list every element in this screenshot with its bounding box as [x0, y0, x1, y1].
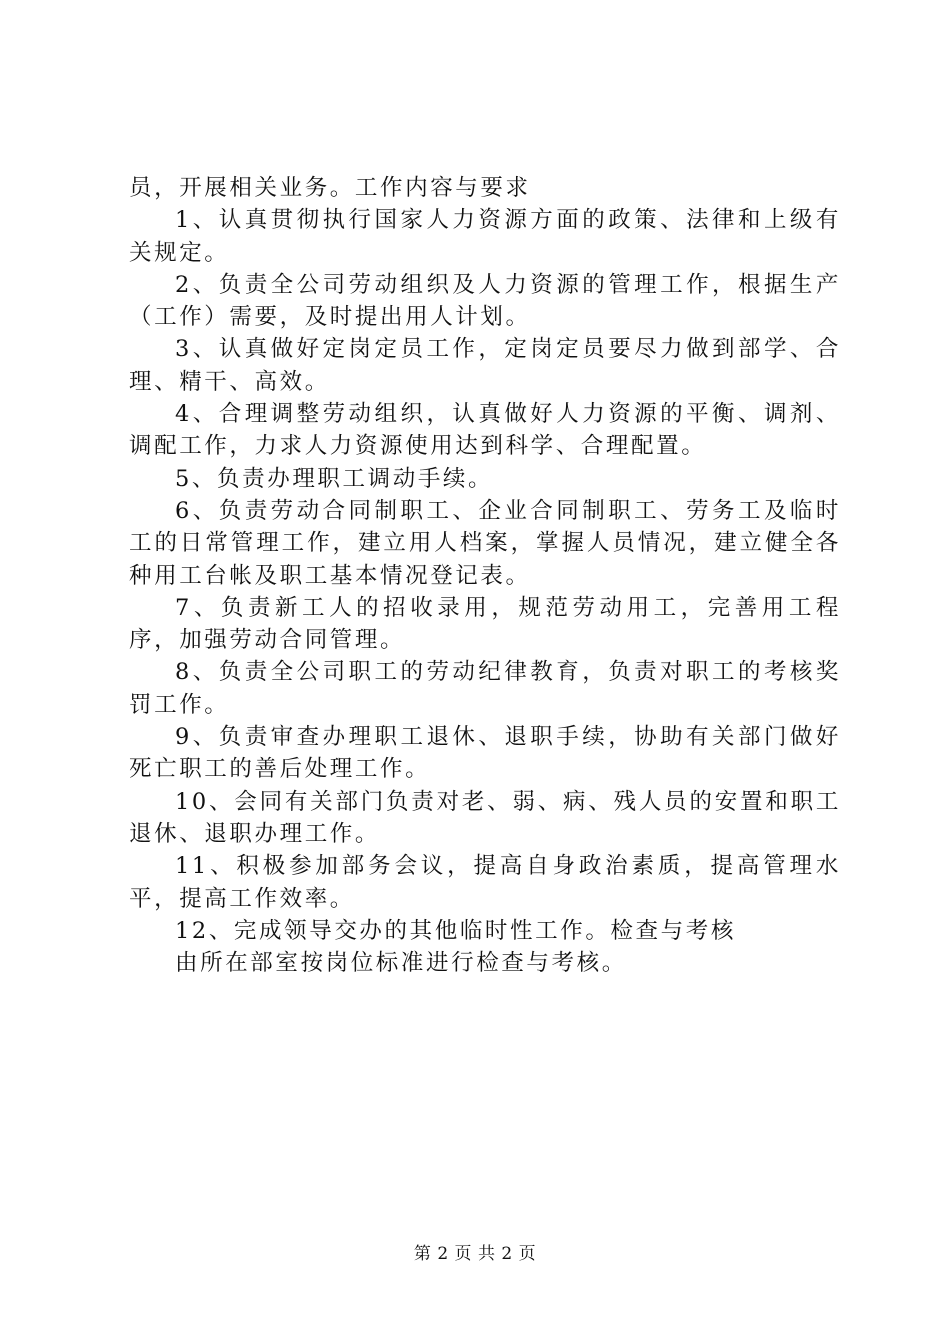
paragraph-item-10: 10、会同有关部门负责对老、弱、病、残人员的安置和职工退休、退职办理工作。: [129, 788, 841, 847]
paragraph-assessment: 由所在部室按岗位标准进行检查与考核。: [175, 950, 627, 977]
document-body: [129, 172, 841, 979]
paragraph-continuation: 员，开展相关业务。工作内容与要求: [129, 175, 531, 201]
paragraph-item-12: 12、完成领导交办的其他临时性工作。检查与考核: [175, 917, 736, 944]
paragraph-item-4: 4、合理调整劳动组织，认真做好人力资源的平衡、调剂、调配工作，力求人力资源使用达到科学、合理配置。: [129, 401, 841, 460]
paragraph-item-2: 2、负责全公司劳动组织及人力资源的管理工作，根据生产（工作）需要，及时提出用人计划。: [129, 271, 841, 331]
paragraph-item-3: 3、认真做好定岗定员工作，定岗定员要尽力做到部学、合理、精干、高效。: [129, 336, 841, 395]
paragraph-item-7: 7、负责新工人的招收录用，规范劳动用工，完善用工程序，加强劳动合同管理。: [129, 594, 841, 654]
paragraph-item-9: 9、负责审查办理职工退休、退职手续，协助有关部门做好死亡职工的善后处理工作。: [129, 724, 841, 783]
paragraph-item-11: 11、积极参加部务会议，提高自身政治素质，提高管理水平，提高工作效率。: [129, 853, 841, 912]
paragraph-item-6: 6、负责劳动合同制职工、企业合同制职工、劳务工及临时工的日常管理工作，建立用人档案，掌握人员情况，建立健全各种用工台帐及职工基本情况登记表。: [129, 497, 841, 589]
paragraph-item-5: 5、负责办理职工调动手续。: [175, 465, 494, 492]
paragraph-item-1: 1、认真贯彻执行国家人力资源方面的政策、法律和上级有关规定。: [129, 207, 841, 266]
page-number-footer: 第 2 页 共 2 页: [413, 1244, 537, 1264]
paragraph-item-8: 8、负责全公司职工的劳动纪律教育，负责对职工的考核奖罚工作。: [129, 659, 841, 718]
